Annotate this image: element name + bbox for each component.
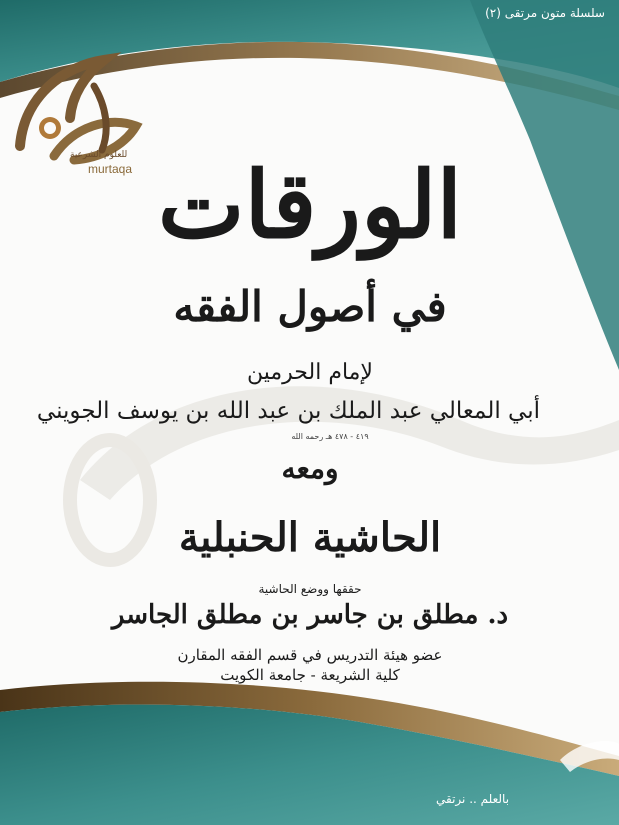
editor-name: د. مطلق بن جاسر بن مطلق الجاسر	[111, 600, 509, 630]
author-name: أبي المعالي عبد الملك بن عبد الله بن يوسف الجويني	[36, 398, 540, 424]
book-title: الورقات	[157, 151, 463, 259]
logo-tagline: للعلوم الشرعية	[70, 150, 128, 160]
imam-line: لإمام الحرمين	[247, 360, 373, 385]
edited-by-label: حققها ووضع الحاشية	[258, 582, 362, 596]
book-subtitle: في أصول الفقه	[173, 282, 447, 331]
logo-name: murtaqa	[88, 162, 133, 176]
with-line: ومعه	[281, 452, 339, 485]
editor-affiliation-1: عضو هيئة التدريس في قسم الفقه المقارن	[177, 646, 443, 664]
bottom-teal-band	[0, 705, 619, 825]
commentary-title: الحاشية الحنبلية	[178, 514, 442, 561]
publisher-slogan: بالعلم .. نرتقي	[436, 792, 510, 806]
series-label: سلسلة متون مرتقى (٢)	[485, 6, 605, 20]
author-dates: ٤١٩ - ٤٧٨ هـ رحمه الله	[291, 432, 369, 441]
editor-affiliation-2: كلية الشريعة - جامعة الكويت	[220, 666, 400, 684]
